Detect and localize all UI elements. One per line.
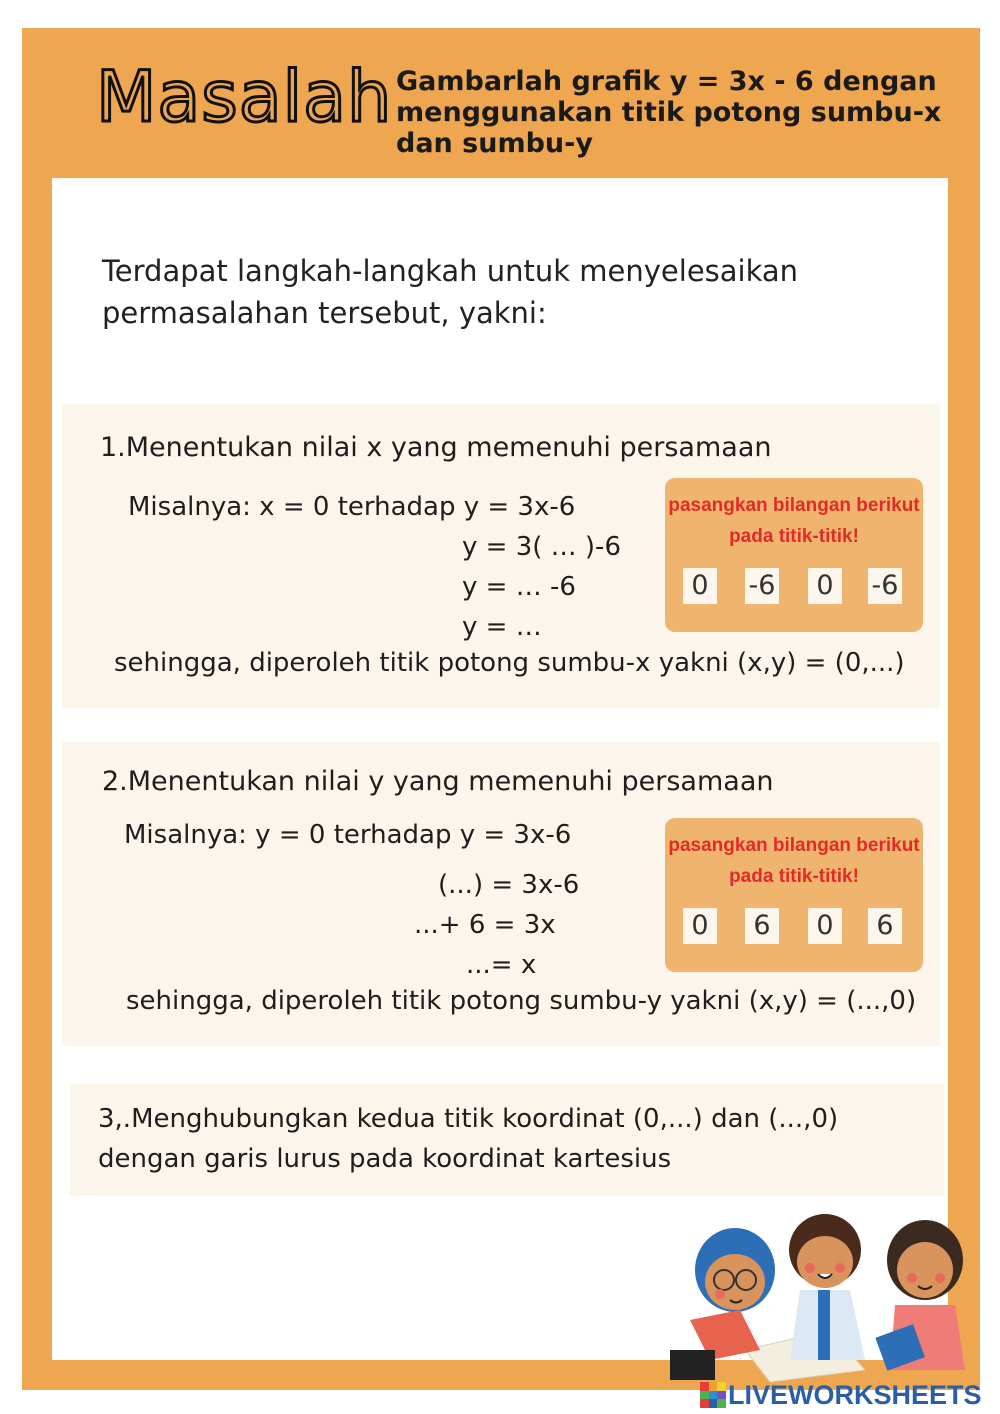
step-2-hint-box [665,818,923,972]
hint-text [665,490,923,552]
intro-line-1: Terdapat langkah-langkah untuk menyelesaikan [102,254,799,288]
step-2-conclusion: sehingga, diperoleh titik potong sumbu-y yakni (x,y) = (...,0) [126,986,917,1016]
step-1-line: Misalnya: x = 0 terhadap y = 3x-6 [128,492,576,522]
intro-text [102,250,902,334]
logo-mark-icon [700,1382,726,1408]
step-1-line: y = … -6 [462,572,576,602]
step-1-conclusion: sehingga, diperoleh titik potong sumbu-x yakni (x,y) = (0,...) [114,648,905,678]
hint-line-2: pada titik-titik! [729,526,859,547]
hint-line-1: pasangkan bilangan berikut [668,495,920,516]
answer-tile[interactable]: -6 [745,568,779,604]
step-2-line: ...+ 6 = 3x [414,910,556,940]
step-1-hint-box [665,478,923,632]
task-statement: Gambarlah grafik y = 3x - 6 dengan menggunakan titik potong sumbu-x dan sumbu-y [396,66,942,159]
answer-tile[interactable]: 0 [808,908,842,944]
step-2-heading: 2.Menentukan nilai y yang memenuhi persamaan [102,766,774,797]
step-1-heading: 1.Menentukan nilai x yang memenuhi persamaan [100,432,772,463]
step-1-line: y = 3( … )-6 [462,532,621,562]
step-2-line: (...) = 3x-6 [438,870,580,900]
page-title: Masalah [96,56,393,138]
step-3-line-2: dengan garis lurus pada koordinat kartesius [98,1144,672,1174]
hint-line-1: pasangkan bilangan berikut [668,835,920,856]
kid-middle [789,1214,865,1360]
kid-right [875,1220,965,1371]
intro-line-2: permasalahan tersebut, yakni: [102,296,547,330]
step-1-section [62,404,940,708]
answer-tile[interactable]: 0 [808,568,842,604]
answer-tile[interactable]: 6 [745,908,779,944]
liveworksheets-logo [700,1380,982,1410]
step-3-section [70,1084,944,1196]
answer-tile[interactable]: 6 [868,908,902,944]
step-2-line: Misalnya: y = 0 terhadap y = 3x-6 [124,820,572,850]
answer-tile[interactable]: 0 [683,568,717,604]
hint-line-2: pada titik-titik! [729,866,859,887]
hint-text [665,830,923,892]
answer-tile[interactable]: -6 [868,568,902,604]
kids-studying-illustration [650,1210,980,1385]
answer-tile[interactable]: 0 [683,908,717,944]
step-3-line-1: 3,.Menghubungkan kedua titik koordinat (0,...) dan (...,0) [98,1104,839,1134]
brand-name: LIVEWORKSHEETS [728,1379,982,1410]
step-1-line: y = … [462,612,542,642]
step-2-line: ...= x [466,950,537,980]
step-2-section [62,742,940,1046]
